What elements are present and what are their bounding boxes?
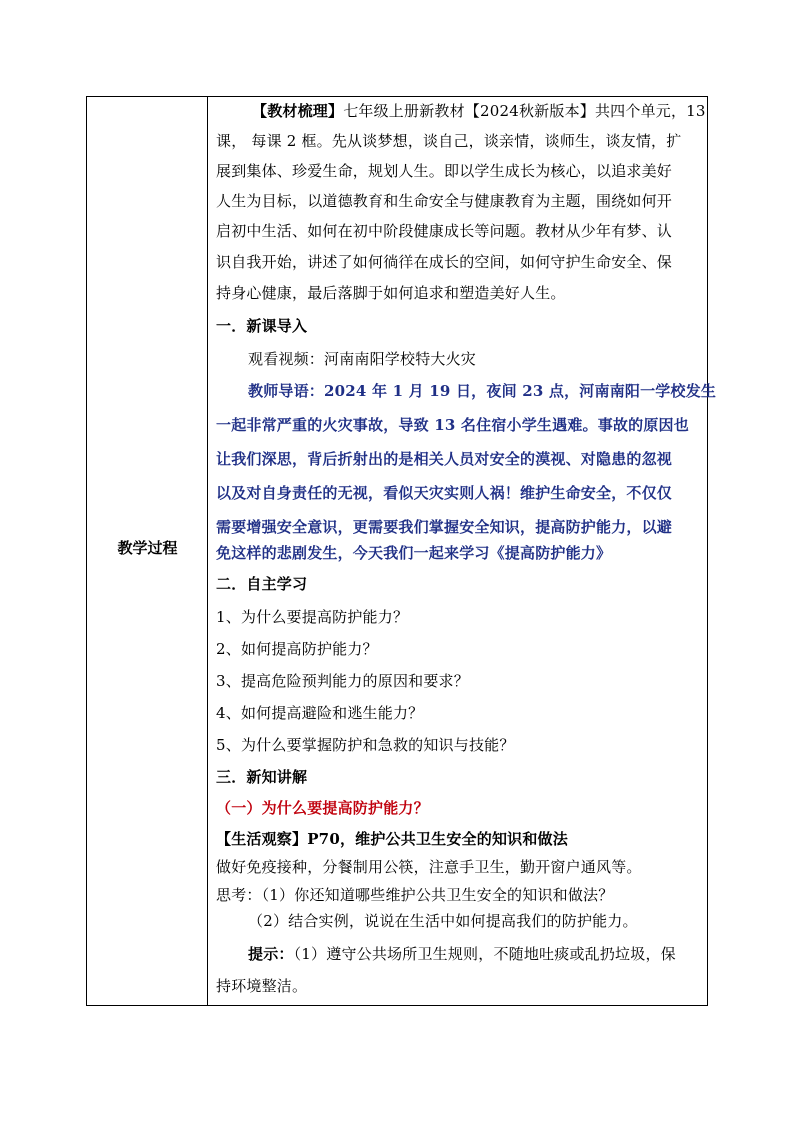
guide-line-2: 一起非常严重的火灾事故，导致 13 名住宿小学生遇难。事故的原因也 bbox=[216, 416, 689, 434]
intro-line-1: 【教材梳理】七年级上册新教材【2024秋新版本】共四个单元，13 bbox=[252, 102, 706, 120]
label-cell bbox=[87, 97, 208, 1005]
guide-line-3: 让我们深思，背后折射出的是相关人员对安全的漠视、对隐患的忽视 bbox=[216, 450, 673, 468]
guide-line-5: 需要增强安全意识，更需要我们掌握安全知识，提高防护能力，以避 bbox=[216, 518, 673, 536]
think-line-2: （2）结合实例，说说在生活中如何提高我们的防护能力。 bbox=[248, 912, 638, 930]
practice-line: 做好免疫接种，分餐制用公筷，注意手卫生，勤开窗户通风等。 bbox=[216, 858, 642, 876]
section2-heading: 二．自主学习 bbox=[216, 575, 308, 593]
guide-line-1: 教师导语：2024 年 1 月 19 日，夜间 23 点，河南南阳一学校发生 bbox=[248, 382, 717, 400]
question-5: 5、为什么要掌握防护和急救的知识与技能？ bbox=[216, 736, 515, 754]
lesson-table bbox=[86, 96, 717, 1006]
intro-line-2: 课， 每课 2 框。先从谈梦想，谈自己，谈亲情，谈师生，谈友情，扩 bbox=[216, 132, 682, 150]
guide-line-6: 免这样的悲剧发生，今天我们一起来学习《提高防护能力》 bbox=[216, 544, 612, 562]
guide-line-4: 以及对自身责任的无视，看似天灾实则人祸！维护生命安全，不仅仅 bbox=[216, 484, 673, 502]
intro-line-6: 识自我开始，讲述了如何徜徉在成长的空间，如何守护生命安全、保 bbox=[216, 253, 673, 271]
intro-line-5: 启初中生活、如何在初中阶段健康成长等问题。教材从少年有梦、认 bbox=[216, 222, 673, 240]
teaching-process-label: 教学过程 bbox=[117, 539, 178, 557]
question-1: 1、为什么要提高防护能力？ bbox=[216, 608, 409, 626]
question-2: 2、如何提高防护能力？ bbox=[216, 640, 378, 658]
hint-line-2: 持环境整洁。 bbox=[216, 977, 308, 995]
subheading-why: （一）为什么要提高防护能力？ bbox=[216, 799, 429, 817]
life-observation-line: 【生活观察】P70，维护公共卫生安全的知识和做法 bbox=[216, 830, 568, 848]
video-line: 观看视频：河南南阳学校特大火灾 bbox=[248, 350, 477, 368]
section3-heading: 三．新知讲解 bbox=[216, 768, 308, 786]
content-cell bbox=[208, 97, 717, 1005]
think-line-1: 思考：（1）你还知道哪些维护公共卫生安全的知识和做法？ bbox=[216, 886, 614, 904]
question-3: 3、提高危险预判能力的原因和要求？ bbox=[216, 672, 469, 690]
intro-line-4: 人生为目标，以道德教育和生命安全与健康教育为主题，围绕如何开 bbox=[216, 192, 673, 210]
hint-line-1: 提示：（1）遵守公共场所卫生规则，不随地吐痰或乱扔垃圾，保 bbox=[248, 945, 676, 963]
intro-line-7: 持身心健康，最后落脚于如何追求和塑造美好人生。 bbox=[216, 284, 566, 302]
question-4: 4、如何提高避险和逃生能力？ bbox=[216, 704, 424, 722]
intro-line-3: 展到集体、珍爱生命，规划人生。即以学生成长为核心，以追求美好 bbox=[216, 162, 673, 180]
section1-heading: 一．新课导入 bbox=[216, 317, 308, 335]
